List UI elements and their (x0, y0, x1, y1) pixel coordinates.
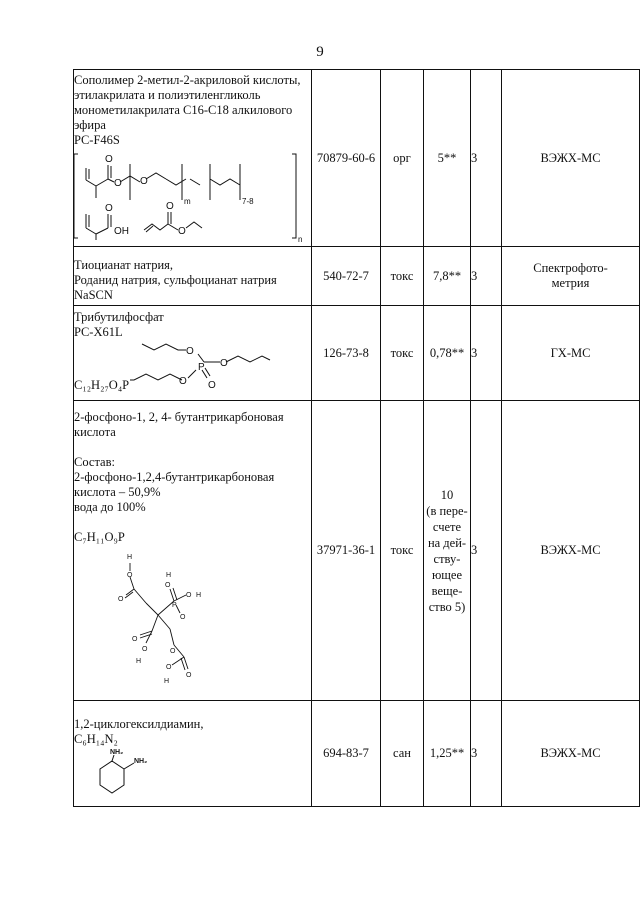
substance-name-line: Роданид натрия, сульфоцианат натрия (74, 272, 277, 287)
atom-label: O (186, 592, 192, 599)
atom-label: H (127, 554, 133, 561)
atom-label: O (166, 200, 174, 212)
atom-label: O (105, 202, 113, 214)
substance-name-line: 1,2-циклогексилдиамин, (74, 716, 204, 731)
chemical-formula: C₆H₁₄N₂ (74, 731, 118, 746)
method-line: метрия (551, 276, 590, 290)
hazard-class: 3 (471, 701, 502, 807)
cas-number: 540-72-7 (312, 247, 381, 306)
substance-name-cell (74, 247, 312, 306)
atom-label: O (165, 582, 171, 589)
norm-value: 5** (424, 70, 471, 247)
hazard-class: 3 (471, 247, 502, 306)
atom-label: O (178, 225, 186, 237)
page-number: 9 (316, 44, 324, 60)
substance-name-cell (74, 701, 312, 807)
repeat-index-label: n (298, 234, 303, 244)
atom-label: O (208, 380, 216, 391)
chemical-formula: C₁₂H₂₇O₄P (74, 378, 130, 392)
atom-label: O (132, 636, 138, 643)
table-row (74, 701, 640, 807)
hazard-class: 3 (471, 401, 502, 701)
atom-label: NH₂ (110, 748, 124, 756)
atom-label: O (166, 664, 172, 671)
analysis-method: ВЭЖХ-МС (502, 701, 640, 807)
atom-label: O (118, 596, 124, 603)
hazard-class: 3 (471, 306, 502, 401)
atom-label: OH (114, 225, 129, 237)
substance-name-cell (74, 306, 312, 401)
atom-label: H (166, 572, 172, 579)
repeat-index-label: m (184, 196, 191, 206)
hazard-class: 3 (471, 70, 502, 247)
substance-name-cell (74, 70, 312, 247)
atom-label: O (105, 153, 113, 165)
norm-value (424, 401, 471, 701)
hazard-type: токс (381, 401, 424, 701)
atom-label: H (164, 678, 170, 685)
atom-label: O (186, 672, 192, 679)
atom-label: P (172, 602, 177, 609)
atom-label: O (170, 648, 176, 655)
chemical-formula: C₇H₁₁O₉P (74, 530, 125, 544)
table-row (74, 247, 640, 306)
hazard-type: орг (381, 70, 424, 247)
copolymer-structure (74, 148, 306, 244)
substance-name-line: Тиоцианат натрия, (74, 257, 174, 272)
norm-line: ющее (431, 567, 463, 582)
atom-label: H (136, 658, 142, 665)
substance-table (73, 69, 640, 807)
atom-label: O (180, 614, 186, 621)
hazard-type: токс (381, 306, 424, 401)
cas-number: 70879-60-6 (312, 70, 381, 247)
atom-label: O (140, 175, 148, 187)
atom-label: O (220, 358, 228, 369)
composition-line: Состав: (74, 455, 115, 469)
substance-name-line: этилакрилата и полиэтиленгликоль (74, 87, 261, 102)
cyclohexanediamine-structure (74, 747, 194, 799)
table-row (74, 401, 640, 701)
method-line: Спектрофото- (533, 261, 608, 275)
analysis-method: ВЭЖХ-МС (502, 70, 640, 247)
substance-name-line: эфира (74, 117, 106, 132)
norm-line: веще- (431, 583, 463, 598)
pbtc-structure (74, 549, 274, 691)
substance-name-line: кислота (74, 425, 116, 439)
analysis-method: ВЭЖХ-МС (502, 401, 640, 701)
atom-label: O (186, 346, 194, 357)
norm-line: ству- (433, 551, 461, 566)
composition-line: 2-фосфоно-1,2,4-бутантрикарбоновая (74, 470, 275, 484)
atom-label: H (196, 592, 202, 599)
norm-line: ство 5) (428, 599, 466, 614)
cas-number: 126-73-8 (312, 306, 381, 401)
norm-value: 0,78** (424, 306, 471, 401)
analysis-method: ГХ-МС (502, 306, 640, 401)
cas-number: 694-83-7 (312, 701, 381, 807)
cas-number: 37971-36-1 (312, 401, 381, 701)
analysis-method (502, 247, 640, 306)
norm-line: счете (432, 519, 462, 534)
norm-line: на дей- (427, 535, 467, 550)
norm-value: 1,25** (424, 701, 471, 807)
substance-name-line: 2-фосфоно-1, 2, 4- бутантрикарбоновая (74, 410, 284, 424)
atom-label: O (114, 177, 122, 189)
atom-label: O (179, 376, 187, 387)
trade-name: PC-F46S (74, 132, 120, 147)
table-row (74, 70, 640, 247)
norm-line: 10 (440, 487, 454, 502)
atom-label: NH₂ (134, 757, 148, 765)
composition-line: вода до 100% (74, 500, 146, 514)
table-row (74, 306, 640, 401)
hazard-type: токс (381, 247, 424, 306)
substance-name-cell (74, 401, 312, 701)
norm-line: (в пере- (426, 503, 468, 518)
substance-name-line: монометилакрилата С16-С18 алкилового (74, 102, 293, 117)
atom-label: O (127, 572, 133, 579)
chemical-formula: NaSCN (74, 287, 113, 302)
substance-name-line: Трибутилфосфат (74, 310, 164, 324)
substance-name-line: Сополимер 2-метил-2-акриловой кислоты, (74, 72, 301, 87)
atom-label: P (198, 362, 205, 373)
atom-label: O (142, 646, 148, 653)
repeat-index-label: 7-8 (242, 196, 254, 206)
trade-name: PC-X61L (74, 325, 123, 339)
composition-line: кислота – 50,9% (74, 485, 161, 499)
hazard-type: сан (381, 701, 424, 807)
norm-value: 7,8** (424, 247, 471, 306)
